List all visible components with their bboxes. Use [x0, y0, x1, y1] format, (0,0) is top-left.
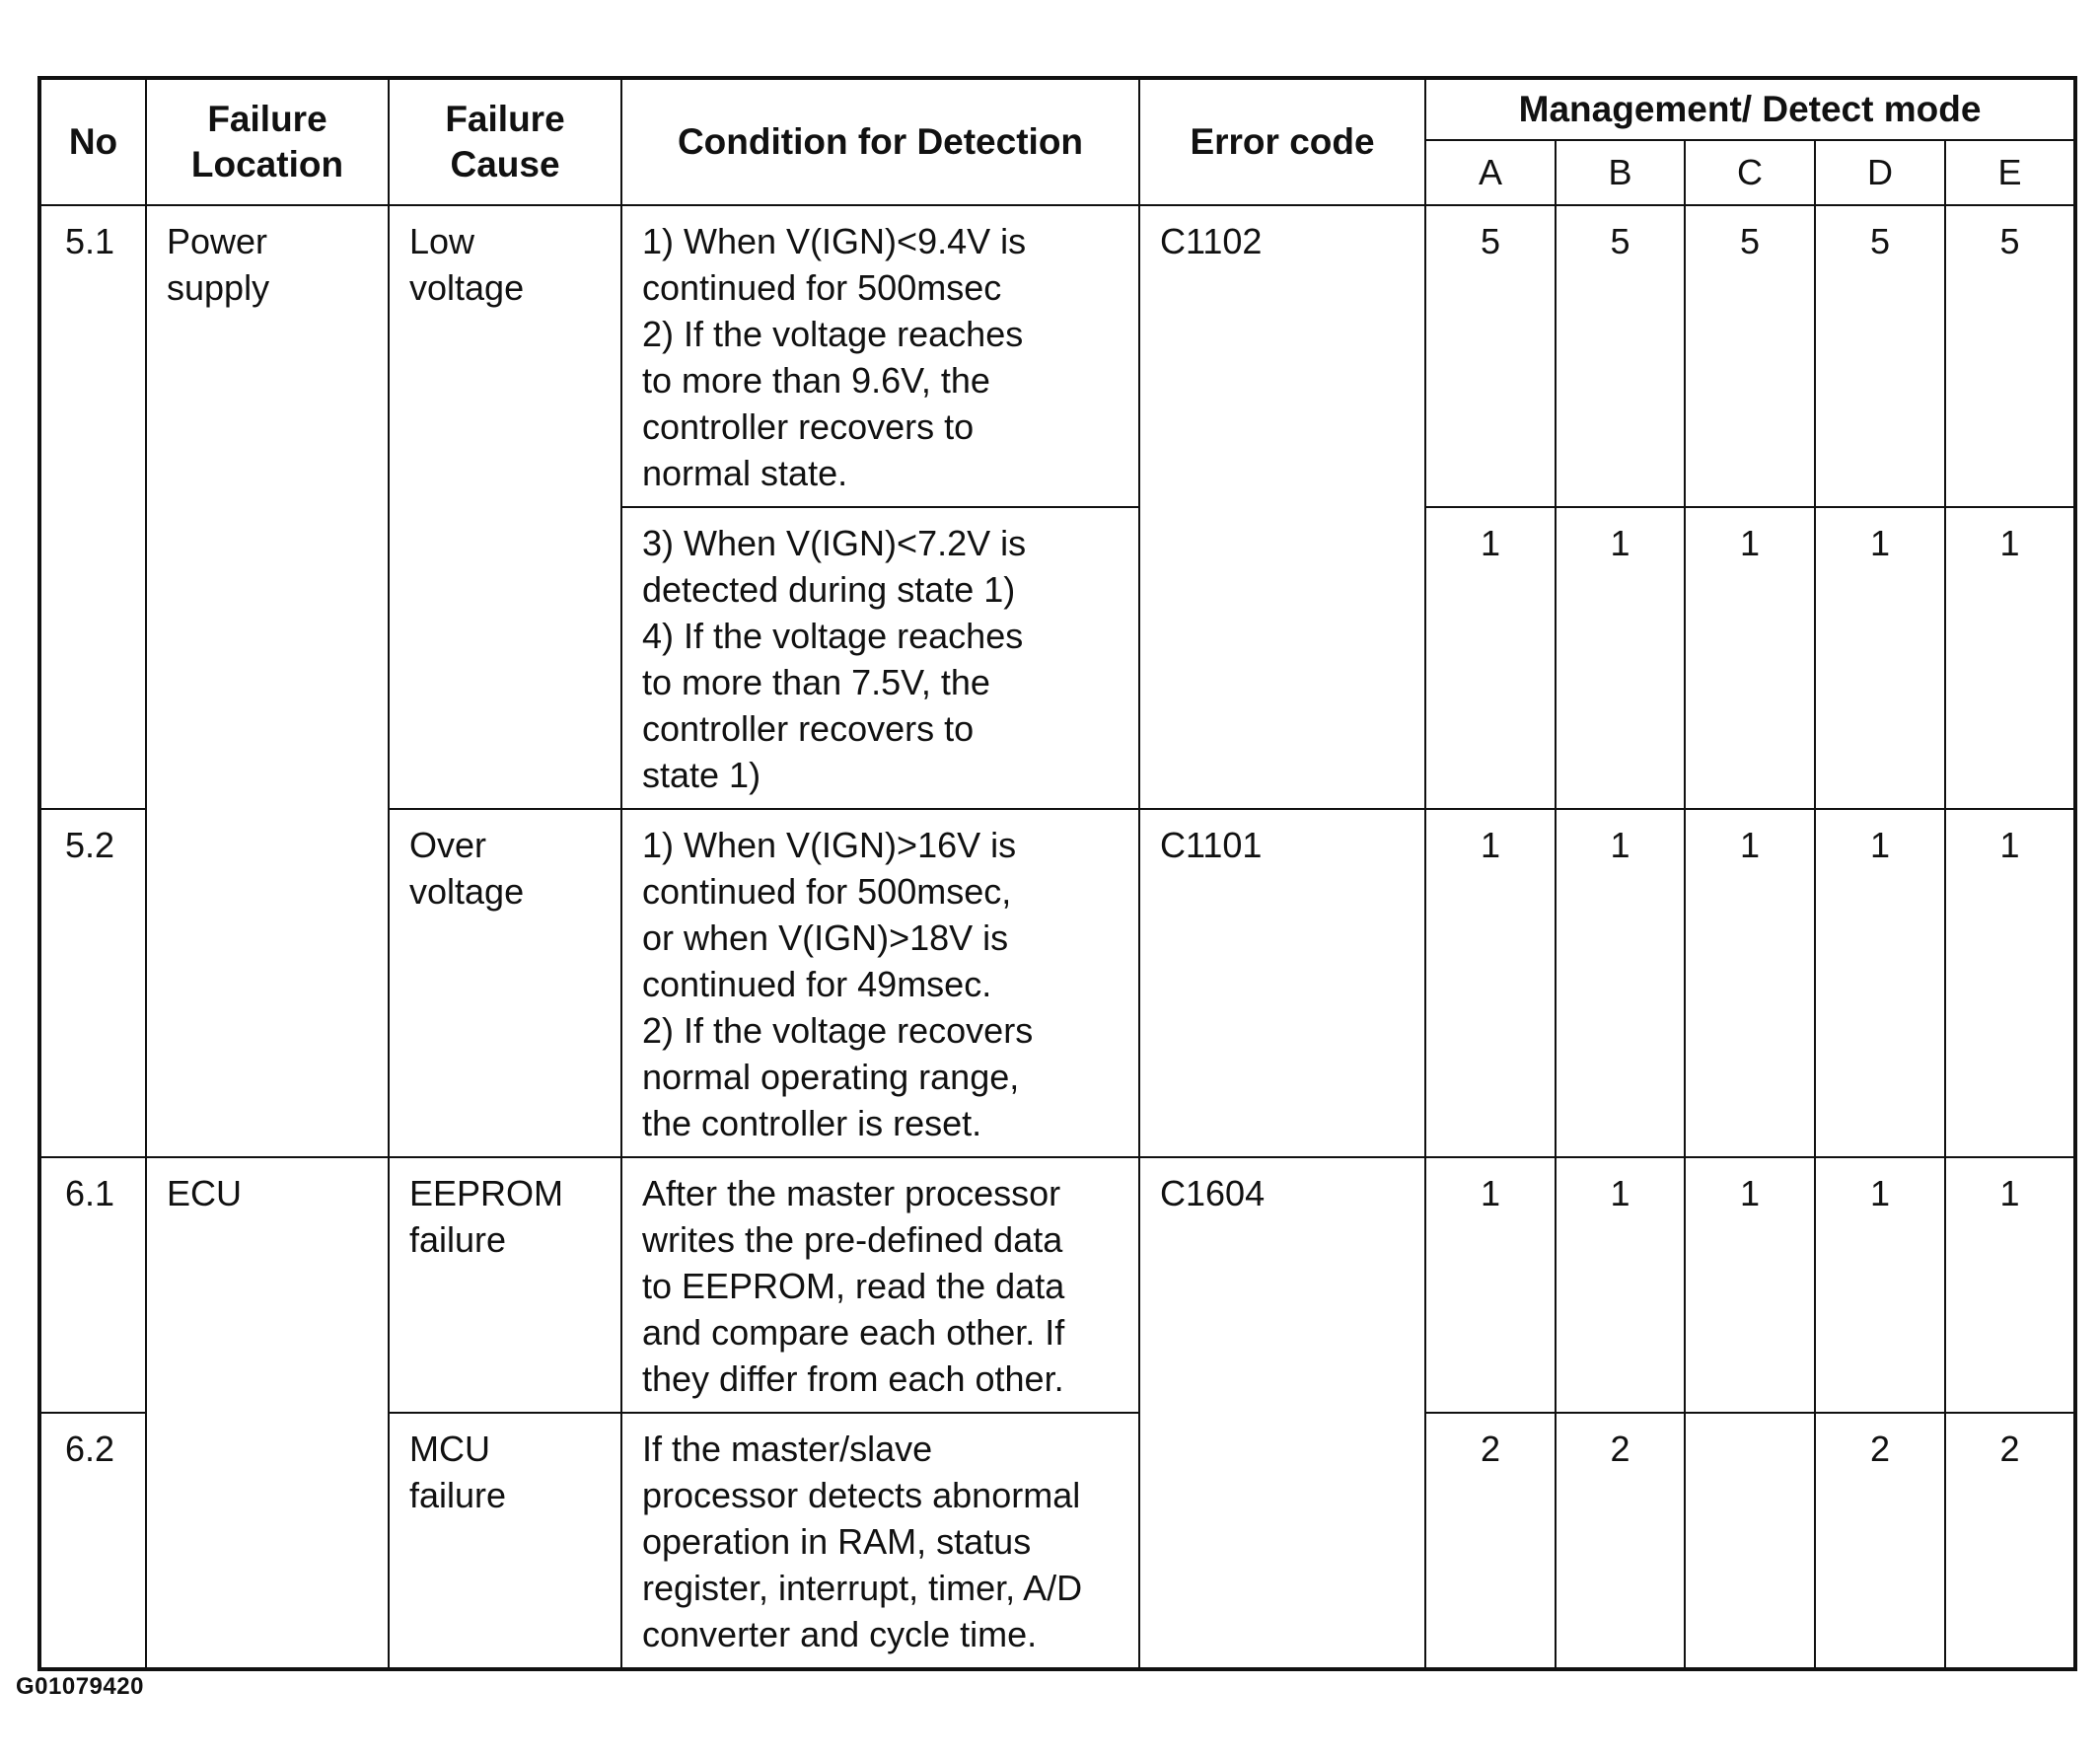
header-no: No [39, 78, 146, 205]
failure-cause-cell: Over voltage [389, 809, 621, 1157]
row-number: 5.1 [39, 205, 146, 809]
failure-location-cell: Power supply [146, 205, 389, 1157]
header-management-detect-mode: Management/ Detect mode [1425, 78, 2075, 140]
header-failure-cause: Failure Cause [389, 78, 621, 205]
failure-detection-table [37, 76, 2077, 1671]
condition-cell: After the master processor writes the pre-defined data to EEPROM, read the data and compare each other. If they differ from each other. [621, 1157, 1139, 1413]
failure-location-cell: ECU [146, 1157, 389, 1669]
mode-c-cell: 1 [1685, 809, 1815, 1157]
mode-e-cell: 1 [1945, 507, 2075, 809]
mode-b-cell: 5 [1556, 205, 1685, 507]
header-row [39, 78, 2075, 140]
mode-e-cell: 1 [1945, 809, 2075, 1157]
mode-a-cell: 1 [1425, 507, 1556, 809]
table-row [39, 205, 2075, 507]
mode-a-cell: 1 [1425, 1157, 1556, 1413]
mode-d-cell: 1 [1815, 809, 1945, 1157]
mode-a-cell: 2 [1425, 1413, 1556, 1669]
mode-b-cell: 1 [1556, 809, 1685, 1157]
error-code-cell: C1101 [1139, 809, 1425, 1157]
header-mode-e: E [1945, 140, 2075, 205]
failure-cause-cell: MCU failure [389, 1413, 621, 1669]
mode-c-cell: 5 [1685, 205, 1815, 507]
error-code-cell: C1102 [1139, 205, 1425, 809]
header-mode-b: B [1556, 140, 1685, 205]
mode-d-cell: 5 [1815, 205, 1945, 507]
failure-cause-cell: EEPROM failure [389, 1157, 621, 1413]
condition-cell: 1) When V(IGN)>16V is continued for 500msec, or when V(IGN)>18V is continued for 49msec. 2) If the voltage recovers normal operating range, the controller is reset. [621, 809, 1139, 1157]
header-mode-a: A [1425, 140, 1556, 205]
figure-id-label: G01079420 [16, 1673, 144, 1700]
mode-e-cell: 1 [1945, 1157, 2075, 1413]
row-number: 5.2 [39, 809, 146, 1157]
mode-c-cell: 1 [1685, 1157, 1815, 1413]
condition-cell: If the master/slave processor detects abnormal operation in RAM, status register, interrupt, timer, A/D converter and cycle time. [621, 1413, 1139, 1669]
header-mode-c: C [1685, 140, 1815, 205]
mode-a-cell: 5 [1425, 205, 1556, 507]
row-number: 6.1 [39, 1157, 146, 1413]
mode-b-cell: 1 [1556, 1157, 1685, 1413]
row-number: 6.2 [39, 1413, 146, 1669]
header-mode-d: D [1815, 140, 1945, 205]
mode-c-cell [1685, 1413, 1815, 1669]
condition-cell: 1) When V(IGN)<9.4V is continued for 500msec 2) If the voltage reaches to more than 9.6V, the controller recovers to normal state. [621, 205, 1139, 507]
header-condition-for-detection: Condition for Detection [621, 78, 1139, 205]
table-row [39, 1157, 2075, 1413]
mode-d-cell: 2 [1815, 1413, 1945, 1669]
mode-d-cell: 1 [1815, 507, 1945, 809]
mode-e-cell: 2 [1945, 1413, 2075, 1669]
mode-b-cell: 2 [1556, 1413, 1685, 1669]
mode-b-cell: 1 [1556, 507, 1685, 809]
failure-cause-cell: Low voltage [389, 205, 621, 809]
header-error-code: Error code [1139, 78, 1425, 205]
mode-e-cell: 5 [1945, 205, 2075, 507]
header-failure-location: Failure Location [146, 78, 389, 205]
condition-cell: 3) When V(IGN)<7.2V is detected during state 1) 4) If the voltage reaches to more than 7.5V, the controller recovers to state 1) [621, 507, 1139, 809]
mode-d-cell: 1 [1815, 1157, 1945, 1413]
mode-c-cell: 1 [1685, 507, 1815, 809]
error-code-cell: C1604 [1139, 1157, 1425, 1669]
mode-a-cell: 1 [1425, 809, 1556, 1157]
